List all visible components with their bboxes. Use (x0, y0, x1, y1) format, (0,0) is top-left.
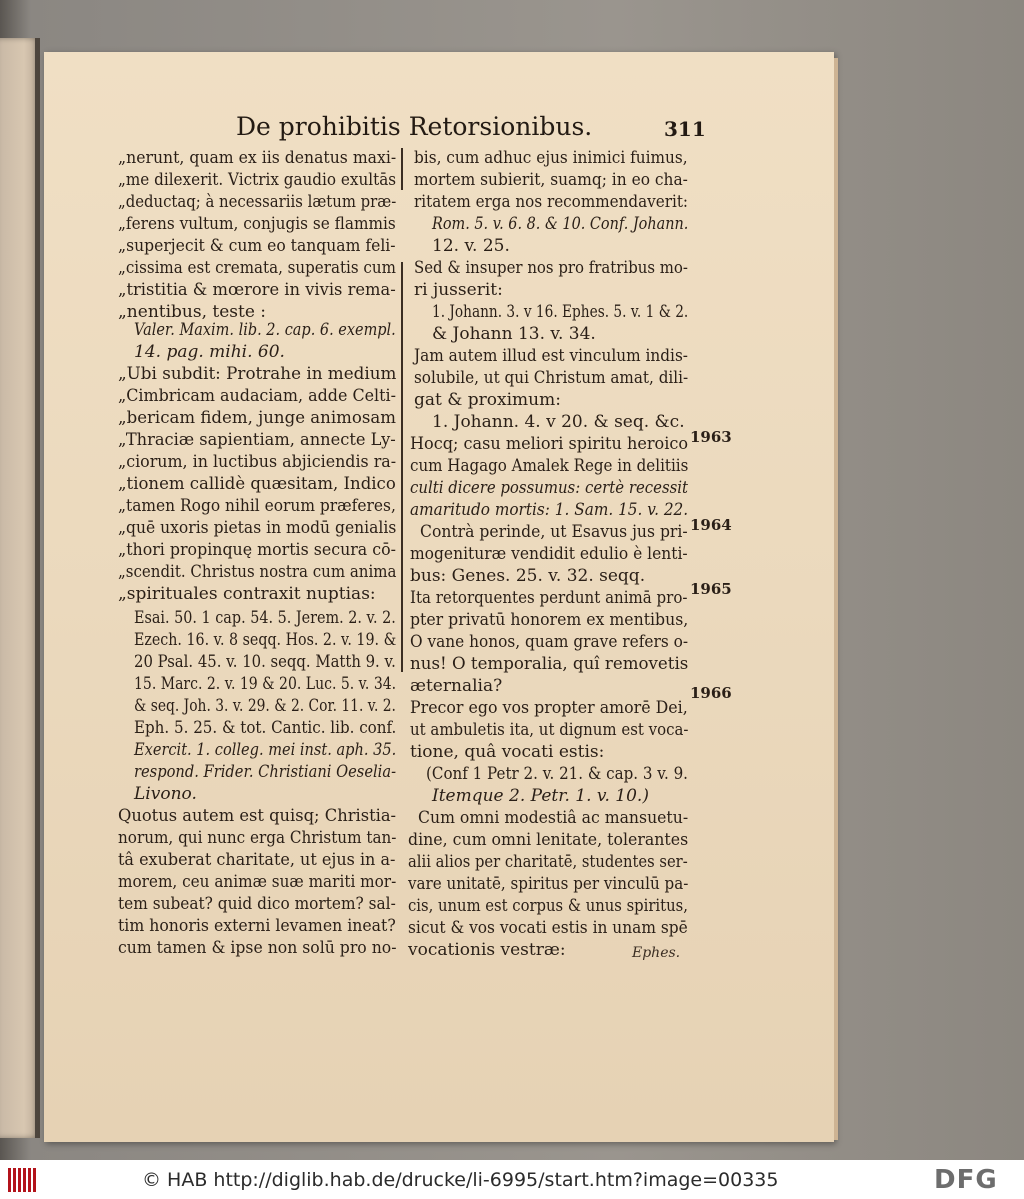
margin-number: 1965 (690, 580, 732, 598)
right-line: ritatem erga nos recommendaverit: (414, 192, 689, 212)
right-line: cum Hagago Amalek Rege in delitiis (410, 456, 689, 476)
right-line: cis, unum est corpus & unus spiritus, (408, 896, 688, 916)
left-line: „tionem callidè quæsitam, Indico (118, 474, 396, 494)
left-line: Eph. 5. 25. & tot. Cantic. lib. conf. (134, 718, 397, 738)
right-line: 1. Johann. 3. v 16. Ephes. 5. v. 1 & 2. (432, 302, 689, 322)
right-line: Hocq; casu meliori spiritu heroico (410, 434, 689, 454)
right-line: tione, quâ vocati estis: (410, 742, 605, 762)
right-line: vocationis vestræ: (408, 940, 566, 960)
left-line: „ciorum, in luctibus abjiciendis ra- (118, 452, 397, 472)
right-line: æternalia? (410, 676, 503, 696)
left-line: „bericam fidem, junge animosam (118, 408, 396, 428)
left-line: Valer. Maxim. lib. 2. cap. 6. exempl. (134, 320, 396, 340)
column-rule-upper (401, 148, 403, 190)
left-line: „cissima est cremata, superatis cum (118, 258, 396, 278)
left-line: morem, ceu animæ suæ mariti mor- (118, 872, 397, 892)
left-line: „deductaq; à necessariis lætum præ- (118, 192, 397, 212)
left-line: Quotus autem est quisq; Christia- (118, 806, 397, 826)
left-line: Exercit. 1. colleg. mei inst. aph. 35. (134, 740, 397, 760)
page-number: 311 (664, 117, 706, 141)
left-line: Esai. 50. 1 cap. 54. 5. Jerem. 2. v. 2. (134, 608, 396, 628)
right-line: gat & proximum: (414, 390, 561, 410)
right-line: Jam autem illud est vinculum indis- (414, 346, 688, 366)
left-line: „Cimbricam audaciam, adde Celti- (118, 386, 397, 406)
left-line: „ferens vultum, conjugis se flammis (118, 214, 396, 234)
copyright-link[interactable]: © HAB http://diglib.hab.de/drucke/li-6995/start.htm?image=00335 (142, 1169, 779, 1191)
left-line: 20 Psal. 45. v. 10. seqq. Matth 9. v. (134, 652, 396, 672)
right-line: mortem subierit, suamq; in eo cha- (414, 170, 688, 190)
right-line: (Conf 1 Petr 2. v. 21. & cap. 3 v. 9. (426, 764, 688, 784)
left-line: tim honoris externi levamen ineat? (118, 916, 396, 936)
right-line: Ita retorquentes perdunt animā pro- (410, 588, 688, 608)
page-fore-edge (834, 58, 838, 1140)
footer-bar (0, 1160, 1024, 1199)
right-line: alii alios per charitatē, studentes ser- (408, 852, 688, 872)
left-line: „scendit. Christus nostra cum anima (118, 562, 397, 582)
left-line: „nerunt, quam ex iis denatus maxi- (118, 148, 397, 168)
right-line: Contrà perinde, ut Esavus jus pri- (420, 522, 688, 542)
catchword: Ephes. (632, 945, 681, 961)
left-line: „Ubi subdit: Protrahe in medium (118, 364, 397, 384)
left-line: tem subeat? quid dico mortem? sal- (118, 894, 396, 914)
right-line: Itemque 2. Petr. 1. v. 10.) (432, 786, 649, 806)
right-line: nus! O temporalia, quî removetis (410, 654, 689, 674)
right-line: mogenituræ vendidit edulio è lenti- (410, 544, 688, 564)
hab-logo-icon (8, 1168, 38, 1192)
left-line: „quē uxoris pietas in modū genialis (118, 518, 397, 538)
left-line: 15. Marc. 2. v. 19 & 20. Luc. 5. v. 34. (134, 674, 397, 694)
right-line: & Johann 13. v. 34. (432, 324, 596, 344)
right-line: 1. Johann. 4. v 20. & seq. &c. (432, 412, 685, 432)
column-rule-lower (401, 262, 403, 672)
left-line: cum tamen & ipse non solū pro no- (118, 938, 397, 958)
left-line: tâ exuberat charitate, ut ejus in a- (118, 850, 396, 870)
left-line: & seq. Joh. 3. v. 29. & 2. Cor. 11. v. 2. (134, 696, 396, 716)
right-line: Precor ego vos propter amorē Dei, (410, 698, 688, 718)
right-line: ri jusserit: (414, 280, 503, 300)
left-line: „me dilexerit. Victrix gaudio exultās (118, 170, 397, 190)
right-line: Cum omni modestiâ ac mansuetu- (418, 808, 689, 828)
left-line: Ezech. 16. v. 8 seqq. Hos. 2. v. 19. & (134, 630, 397, 650)
left-line: „tamen Rogo nihil eorum præferes, (118, 496, 396, 516)
right-line: pter privatū honorem ex mentibus, (410, 610, 689, 630)
left-line: „superjecit & cum eo tanquam feli- (118, 236, 396, 256)
margin-number: 1964 (690, 516, 732, 534)
left-line: „Thraciæ sapientiam, annecte Ly- (118, 430, 396, 450)
left-line: „nentibus, teste : (118, 302, 267, 322)
right-line: culti dicere possumus: certè recessit (410, 478, 689, 498)
left-line: „tristitia & mœrore in vivis rema- (118, 280, 396, 300)
left-line: respond. Frider. Christiani Oeselia- (134, 762, 397, 782)
left-line: Livono. (134, 784, 197, 804)
left-line: norum, qui nunc erga Christum tan- (118, 828, 397, 848)
margin-number: 1966 (690, 684, 732, 702)
right-line: bus: Genes. 25. v. 32. seqq. (410, 566, 646, 586)
right-line: solubile, ut qui Christum amat, dili- (414, 368, 689, 388)
previous-page-edge (0, 38, 40, 1138)
right-line: O vane honos, quam grave refers o- (410, 632, 689, 652)
right-line: bis, cum adhuc ejus inimici fuimus, (414, 148, 688, 168)
right-line: 12. v. 25. (432, 236, 510, 256)
right-line: sicut & vos vocati estis in unam spē (408, 918, 688, 938)
running-title: De prohibitis Retorsionibus. (236, 112, 593, 141)
dfg-logo: DFG (934, 1165, 998, 1195)
right-line: vare unitatē, spiritus per vinculū pa- (408, 874, 689, 894)
left-line: „spirituales contraxit nuptias: (118, 584, 376, 604)
margin-number: 1963 (690, 428, 732, 446)
left-line: 14. pag. mihi. 60. (134, 342, 285, 362)
right-line: Sed & insuper nos pro fratribus mo- (414, 258, 688, 278)
right-line: Rom. 5. v. 6. 8. & 10. Conf. Johann. (432, 214, 689, 234)
left-line: „thori propinquę mortis secura cō- (118, 540, 396, 560)
right-line: dine, cum omni lenitate, tolerantes (408, 830, 689, 850)
right-line: amaritudo mortis: 1. Sam. 15. v. 22. (410, 500, 689, 520)
right-line: ut ambuletis ita, ut dignum est voca- (410, 720, 689, 740)
